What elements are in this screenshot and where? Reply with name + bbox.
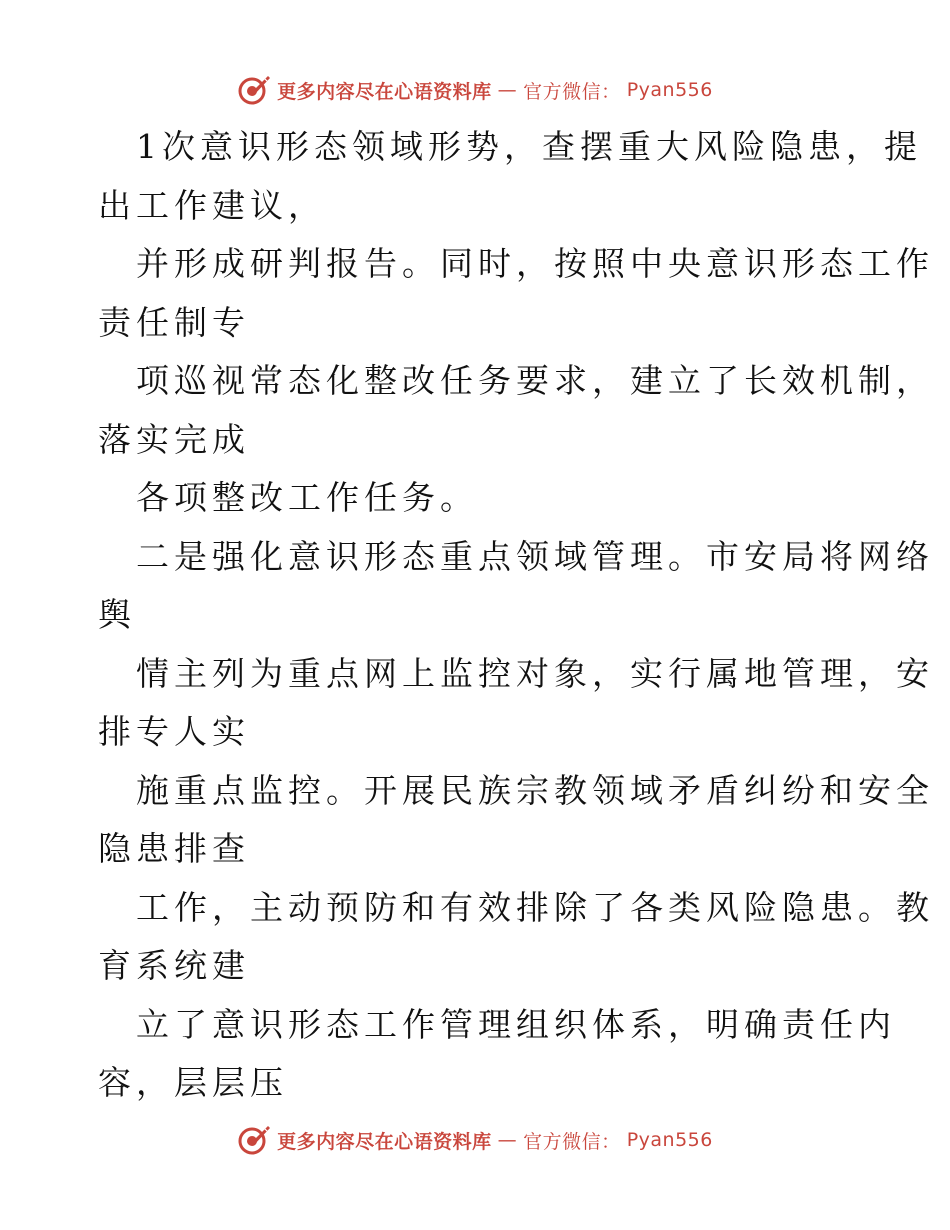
text-line: 容，层层压 xyxy=(98,1063,288,1102)
text-line: 工作，主动预防和有效排除了各类风险隐患。教 xyxy=(136,887,934,927)
text-line: 出工作建议， xyxy=(98,185,326,225)
quill-pen-logo-icon xyxy=(237,73,271,107)
text-line: 项巡视常态化整改任务要求，建立了长效机制， xyxy=(136,361,934,400)
footer-watermark xyxy=(0,1120,950,1160)
watermark-separator: — xyxy=(497,79,518,101)
text-line: 并形成研判报告。同时，按照中央意识形态工作 xyxy=(136,244,934,283)
watermark-title: 更多内容尽在心语资料库 xyxy=(277,1130,492,1153)
text-line: 1次意识形态领域形势，查摆重大风险隐患，提 xyxy=(136,127,922,166)
text-line: 情主列为重点网上监控对象，实行属地管理，安 xyxy=(136,653,934,693)
text-line: 排专人实 xyxy=(98,712,250,751)
text-line: 施重点监控。开展民族宗教领域矛盾纠纷和安全 xyxy=(136,770,934,810)
watermark-wechat-label: 官方微信： xyxy=(523,1130,621,1153)
header-watermark xyxy=(0,70,950,110)
text-line: 落实完成 xyxy=(98,419,250,459)
text-line: 二是强化意识形态重点领域管理。市安局将网络 xyxy=(136,536,934,576)
quill-pen-logo-icon xyxy=(237,1123,271,1157)
text-line: 各项整改工作任务。 xyxy=(136,478,478,517)
watermark-wechat-id: Pyan556 xyxy=(626,79,713,101)
watermark-title: 更多内容尽在心语资料库 xyxy=(277,80,492,103)
text-line: 育系统建 xyxy=(98,946,250,985)
watermark-wechat-label: 官方微信： xyxy=(523,80,621,103)
document-body xyxy=(98,118,934,1113)
text-line: 立了意识形态工作管理组织体系，明确责任内 xyxy=(136,1004,896,1044)
text-line: 隐患排查 xyxy=(98,829,250,868)
watermark-separator: — xyxy=(497,1129,518,1151)
text-line: 舆 xyxy=(98,595,136,634)
watermark-wechat-id: Pyan556 xyxy=(626,1129,713,1151)
text-line: 责任制专 xyxy=(98,302,250,342)
